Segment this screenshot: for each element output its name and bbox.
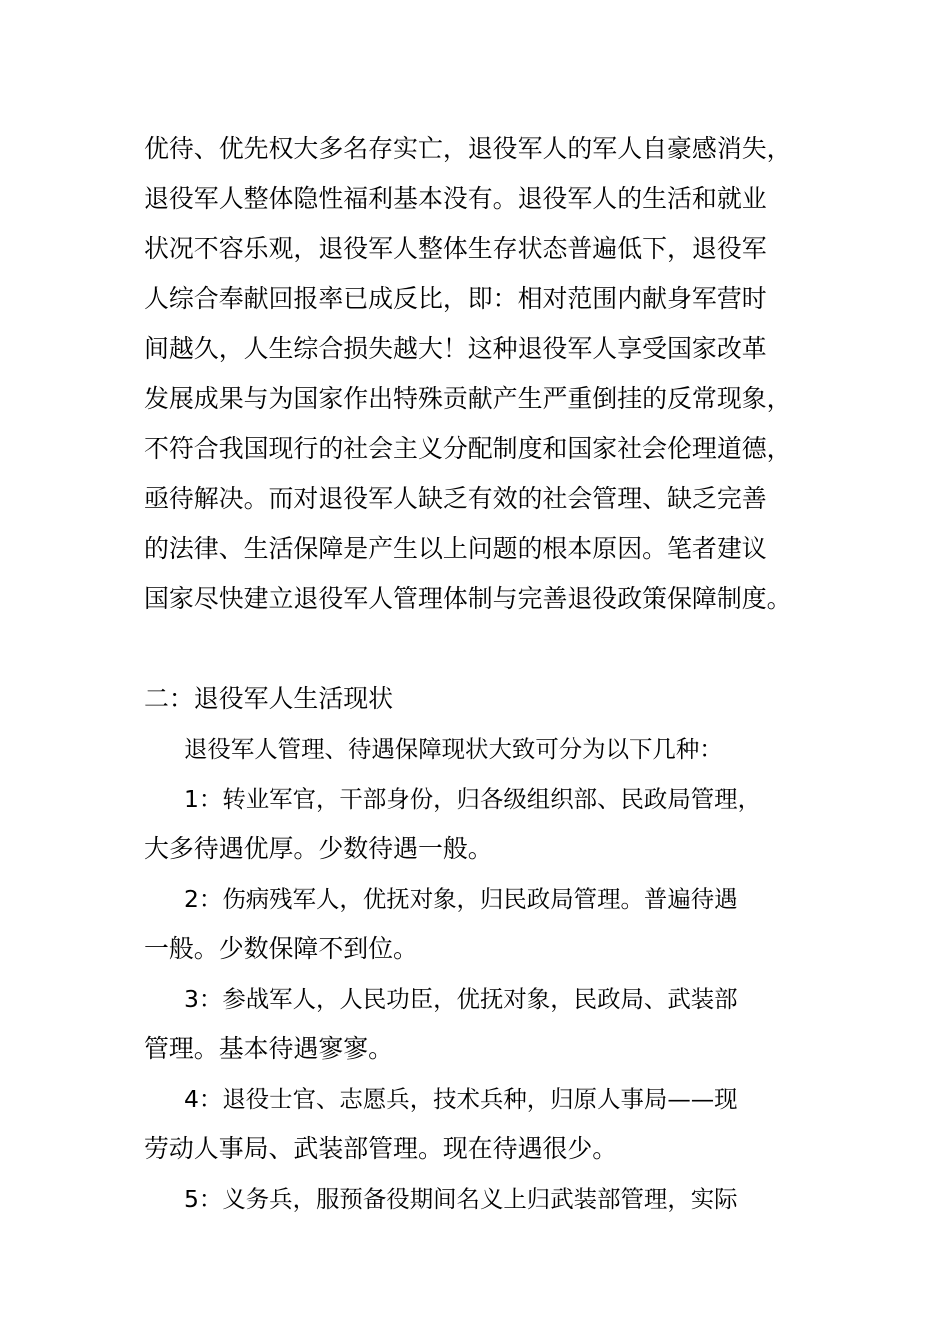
list-item-line: 3：参战军人，人民功臣，优抚对象，民政局、武装部 — [184, 985, 738, 1013]
section-heading: 二：退役军人生活现状 — [144, 684, 394, 713]
paragraph-line: 人综合奉献回报率已成反比，即：相对范围内献身军营时 — [144, 284, 767, 313]
paragraph-line: 国家尽快建立退役军人管理体制与完善退役政策保障制度。 — [144, 584, 792, 613]
paragraph-line: 状况不容乐观，退役军人整体生存状态普遍低下，退役军 — [144, 234, 767, 263]
list-item-line: 一般。少数保障不到位。 — [144, 934, 418, 963]
list-item-line: 1：转业军官，干部身份，归各级组织部、民政局管理， — [184, 785, 762, 813]
list-item-line: 管理。基本待遇寥寥。 — [144, 1034, 394, 1063]
list-item-line: 劳动人事局、武装部管理。现在待遇很少。 — [144, 1134, 618, 1163]
list-item-line: 2：伤病残军人，优抚对象，归民政局管理。普遍待遇 — [184, 885, 738, 913]
paragraph-line: 的法律、生活保障是产生以上问题的根本原因。笔者建议 — [144, 534, 767, 563]
paragraph-line: 不符合我国现行的社会主义分配制度和国家社会伦理道德， — [144, 434, 792, 463]
list-item-line: 大多待遇优厚。少数待遇一般。 — [144, 834, 493, 863]
paragraph-line: 间越久，人生综合损失越大！这种退役军人享受国家改革 — [144, 334, 767, 363]
intro-line: 退役军人管理、待遇保障现状大致可分为以下几种： — [184, 735, 723, 763]
list-item-line: 4：退役士官、志愿兵，技术兵种，归原人事局——现 — [184, 1085, 738, 1113]
paragraph-line: 优待、优先权大多名存实亡，退役军人的军人自豪感消失， — [144, 134, 792, 163]
list-item-line: 5：义务兵，服预备役期间名义上归武装部管理，实际 — [184, 1185, 738, 1213]
paragraph-line: 退役军人整体隐性福利基本没有。退役军人的生活和就业 — [144, 184, 767, 213]
paragraph-line: 亟待解决。而对退役军人缺乏有效的社会管理、缺乏完善 — [144, 484, 767, 513]
paragraph-line: 发展成果与为国家作出特殊贡献产生严重倒挂的反常现象， — [144, 384, 792, 413]
